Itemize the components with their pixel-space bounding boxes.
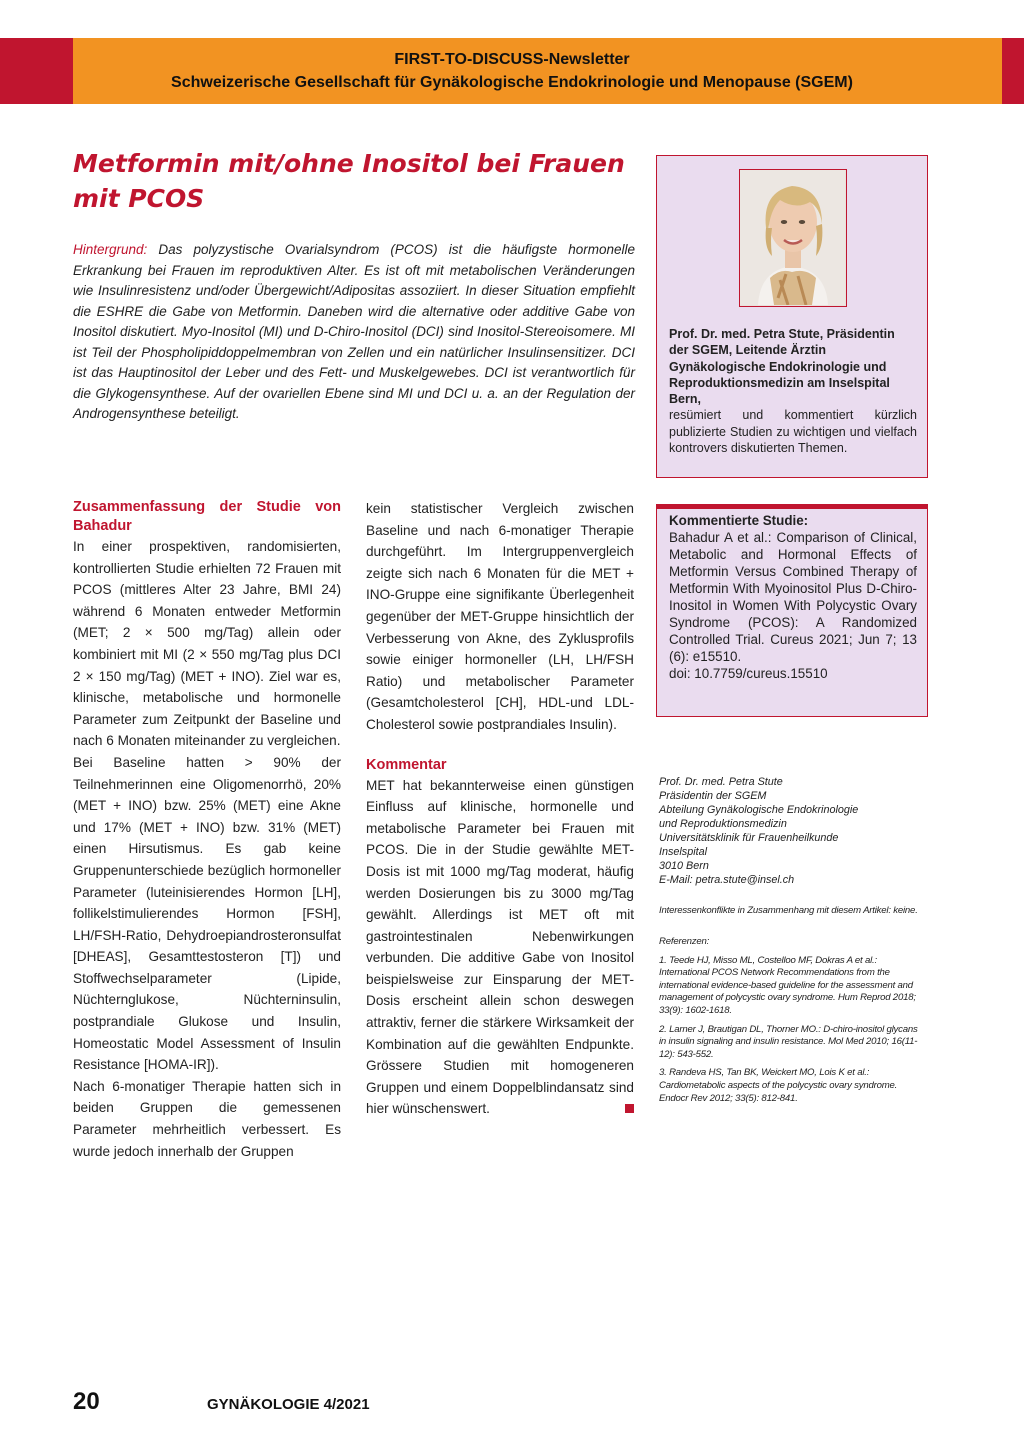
study-box-heading: Kommentierte Studie:: [669, 513, 809, 528]
summary-paragraph-3: Nach 6-monatiger Therapie hatten sich in beiden Gruppen die gemessenen Parameter mehrheitlich verbessert. Es wurde jedoch innerhalb der Gruppen: [73, 1078, 341, 1159]
intro-text: Das polyzystische Ovarialsyndrom (PCOS) ist die häufigste hormonelle Erkrankung bei Frauen im reproduktiven Alter. Es ist oft mit metabolischen Veränderungen wie Insulinresistenz und/oder Übergewicht/Adipositas assoziiert. In dieser Situation empfiehlt die ESHRE die Gabe von Metformin. Daneben wird die alternative oder additive Gabe von Inositol diskutiert. Myo-Inositol (MI) und D-Chiro-Inositol (DCI) sind Inositol-Stereoisomere. MI ist Teil der Phospholipiddoppelmembran von Zellen und ein natürlicher Insulinsensitizer. DCI ist das Hauptinositol der Leber und des Fett- und Muskelgewebes. DCI ist verantwortlich für die Glykogensynthese. Auf der ovariellen Ebene sind MI und DCI u. a. an der Regulation der Androgensynthese beteiligt.: [73, 242, 635, 421]
address-line: Prof. Dr. med. Petra Stute: [659, 776, 783, 788]
reference-item: 1. Teede HJ, Misso ML, Costelloo MF, Dokras A et al.: International PCOS Network Recommendations from the international evidence-based guideline for the assessment and management of polycystic ovary syndrome. Hum Reprod 2018; 33(9): 1602-1618.: [659, 954, 916, 1016]
summary-paragraph-4: kein statistischer Vergleich zwischen Baseline und nach 6-monatiger Therapie durchgeführt. Im Intergruppenvergleich zeigte sich nach 6 Monaten für die MET + INO-Gruppe eine signifikante Überlegenheit gegenüber der MET-Gruppe hinsichtlich der Verbesserung von Akne, des Zyklusprofils sowie einiger hormoneller (LH, LH/FSH Ratio) und metabolischer Parameter (Gesamtcholesterol [CH], HDL-und LDL-Cholesterol sowie postprandiales Insulin).: [366, 501, 634, 732]
author-address: [659, 775, 927, 887]
address-line: Abteilung Gynäkologische Endokrinologie: [659, 804, 859, 816]
author-photo: [739, 169, 847, 307]
address-line: Universitätsklinik für Frauenheilkunde: [659, 832, 839, 844]
article-title: Metformin mit/ohne Inositol bei Frauen mit PCOS: [73, 149, 625, 213]
conflict-of-interest: Interessenkonflikte in Zusammenhang mit diesem Artikel: keine.: [659, 905, 918, 916]
journal-issue: GYNÄKOLOGIE 4/2021: [207, 1396, 370, 1413]
portrait-image: [740, 170, 845, 305]
intro-label: Hintergrund:: [73, 242, 148, 257]
references: [659, 936, 927, 1111]
society-name: Schweizerische Gesellschaft für Gynäkologische Endokrinologie und Menopause (SGEM): [171, 74, 853, 91]
newsletter-header: [0, 38, 1024, 104]
comment-paragraph: [366, 775, 634, 1121]
address-line: Inselspital: [659, 846, 708, 858]
study-doi: doi: 10.7759/cureus.15510: [669, 666, 828, 681]
reference-item: 3. Randeva HS, Tan BK, Weickert MO, Lois K et al.: Cardiometabolic aspects of the polycystic ovary syndrome. Endocr Rev 2012; 33(5): 812-841.: [659, 1067, 898, 1104]
header-left-accent: [0, 38, 73, 104]
column-1: [73, 498, 341, 1162]
references-heading: Referenzen:: [659, 936, 710, 947]
study-box-text: [669, 512, 917, 682]
address-line: 3010 Bern: [659, 860, 709, 872]
header-right-accent: [1002, 38, 1024, 104]
address-line: Präsidentin der SGEM: [659, 790, 767, 802]
page-number: 20: [73, 1388, 100, 1415]
address-line: und Reproduktionsmedizin: [659, 818, 787, 830]
summary-paragraph-2: Bei Baseline hatten > 90% der Teilnehmerinnen eine Oligomenorrhö, 20% (MET + INO) bzw. 25% (MET) eine Akne und 17% (MET + INO) bzw. 31% (MET) einen Hirsutismus. Es gab keine Gruppenunterschiede bezüglich hormoneller Parameter (luteinisierendes Hormon [LH], follikelstimulierendes Hormon [FSH], LH/FSH-Ratio, Dehydroepiandrosteronsulfat [DHEAS], Gesamttestosteron [T]) und Stoffwechselparameter (Lipide, Nüchternglukose, Nüchterninsulin, postprandiale Glukose und Insulin, Homeostatic Model Assessment of Insulin Resistance [HOMA-IR]).: [73, 754, 341, 1073]
newsletter-title: FIRST-TO-DISCUSS-Newsletter: [394, 51, 630, 68]
author-box-description: resümiert und kommentiert kürzlich publizierte Studien zu wichtigen und vielfach kontrovers diskutierten Themen.: [669, 408, 917, 456]
summary-heading: Zusammenfassung der Studie von Bahadur: [73, 499, 341, 534]
summary-paragraph-1: In einer prospektiven, randomisierten, kontrollierten Studie erhielten 72 Frauen mit PCOS (mittleres Alter 23 Jahre, BMI 24) während 6 Monaten entweder Metformin (MET; 2 × 500 mg/Tag) allein oder kombiniert mit MI (2 × 550 mg/Tag plus DCI 2 × 150 mg/Tag) (MET + INO). Ziel war es, klinische, metabolische und hormonelle Parameter zum Zeitpunkt der Baseline und nach 6 Monaten miteinander zu vergleichen.: [73, 539, 341, 749]
article-intro: [73, 240, 635, 425]
reference-item: 2. Larner J, Brautigan DL, Thorner MO.: D-chiro-inositol glycans in insulin signaling and insulin resistance. Mol Med 2010; 16(11-12): 543-552.: [659, 1023, 918, 1060]
study-citation: Bahadur A et al.: Comparison of Clinical, Metabolic and Hormonal Effects of Metformin Versus Combined Therapy of Metformin With Myoinositol Plus D-Chiro-Inositol in Women With Polycystic Ovary Syndrome (PCOS): A Randomized Controlled Trial. Cureus 2021; Jun 7; 13 (6): e15510.: [669, 530, 917, 664]
comment-heading: Kommentar: [366, 756, 447, 773]
author-credentials: Prof. Dr. med. Petra Stute, Präsidentin der SGEM, Leitende Ärztin Gynäkologische Endokrinologie und Reproduktionsmedizin am Inselspital Bern,: [669, 327, 895, 407]
comment-text: MET hat bekannterweise einen günstigen Einfluss auf klinische, hormonelle und metabolische Parameter bei Frauen mit PCOS. Die in der Studie gewählte MET-Dosis ist mit 1000 mg/Tag moderat, häufig werden Dosierungen bis zu 3000 mg/Tag gewählt. Allerdings ist MET oft mit gastrointestinalen Nebenwirkungen verbunden. Die additive Gabe von Inositol beispielsweise zur Einsparung der MET-Dosis erscheint allein schon deswegen attraktiv, ferner die stärkere Wirksamkeit der Kombination auf die gewählten Endpunkte. Grössere Studien mit homogeneren Gruppen und einem Doppelblindansatz sind hier wünschenswert.: [366, 777, 634, 1117]
author-email: E-Mail: petra.stute@insel.ch: [659, 874, 795, 886]
end-mark-icon: [625, 1104, 634, 1113]
column-2: [366, 498, 634, 1120]
author-box-text: [669, 326, 917, 456]
